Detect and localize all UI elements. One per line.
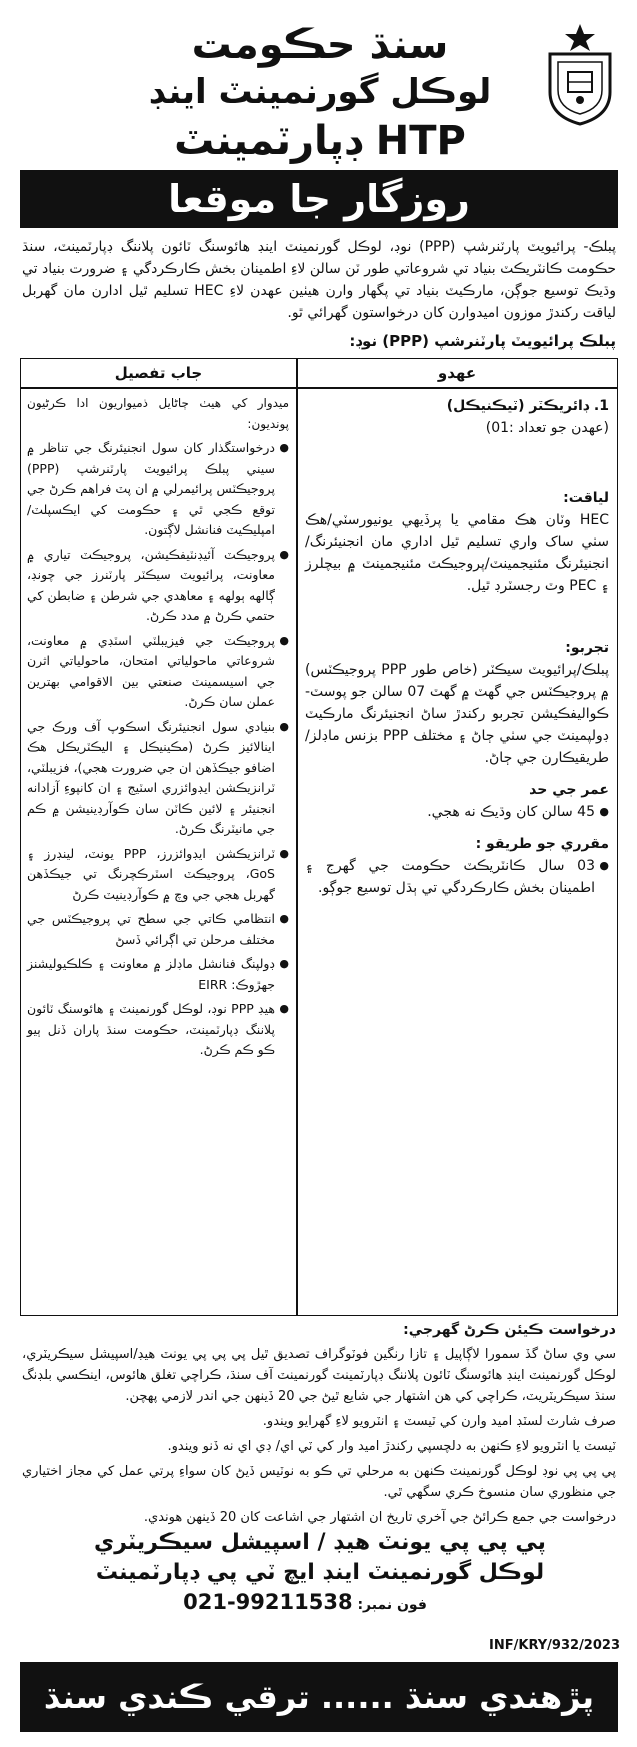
- table-column-divider: [296, 359, 298, 1315]
- experience-text: پبلڪ/پرائيويٽ سيڪٽر (خاص طور PPP پروجيڪٽس) ۾ پروجيڪٽس جي گهٽ ۾ گهٽ 07 سالن جو پوسٽ-ڪواليفڪيشن تجربو رکندڙ ساڻ انجنيئرنگ مارڪيٽ ڊولپمينٽ جي سٺي ڄاڻ ۽ مختلف PPP بزنس ماڊلز/طريقيڪارن جي ڄاڻ.: [305, 662, 609, 766]
- table-header-divider: [21, 387, 617, 389]
- responsibility-item: ● ڊولپنگ فنانشل ماڊلز ۾ معاونت ۽ ڪلڪيوليشنز جهڙوڪ: EIRR: [27, 954, 289, 995]
- qualification-text: HEC وٽان هڪ مقامي يا پرڏيهي يونيورسٽي/هڪ سٺي ساک واري تسليم ٿيل اداري مان انجنيئرنگ/ انجنيئرنگ مئنيجمينٽ/پروجيڪٽ مئنيجمينٽ ۾ بيچلرز ۽ PEC وٽ رجسٽرڊ ٿيل.: [305, 512, 609, 594]
- dept-name-line1: لوڪل گورنمينٽ اينڊ: [148, 72, 492, 112]
- intro-paragraph: پبلڪ- پرائيويٽ پارٽنرشپ (PPP) نوڊ، لوڪل گورنمينٽ اينڊ هائوسنگ ٽائون پلاننگ ڊپارٽمينٽ، سنڌ حڪومت ڪانٽريڪٽ بنياد تي شروعاتي طور ٽن سالن لاءِ اطمينان بخش ڪارڪردگي ۽ ضرورت بنياد تي وڌيڪ توسيع جوڳن، مارڪيٽ بنياد تي پگهار وارن هيٺين عهدن لاءِ HEC تسليم ٿيل ادارن مان گهربل لياقت رکندڙ موزون اميدوارن کان درخواستون گهرائي ٿو.: [22, 239, 616, 321]
- apply-paragraph: درخواست جي جمع ڪرائڻ جي آخري تاريخ ان اشتهار جي اشاعت کان 20 ڏينهن هوندي.: [143, 1510, 616, 1525]
- age-limit-text: ● 45 سالن کان وڌيڪ نه هجي.: [305, 801, 609, 823]
- responsibility-item: ● درخواستگذار کان سول انجنيئرنگ جي تناظر ۾ سيني پبلڪ پرائيويٽ پارٽنرشپ (PPP) پروجيڪٽس پرائيمرلي ۾ ان پٽ فراهم ڪرڻ جي توقع ڪجي ٿي ۽ حڪومت کي ايڪسپلٽ/امپليڪيٽ فنانشل لاڳتون.: [27, 438, 289, 541]
- sindh-government-seal-icon: [540, 20, 620, 130]
- apply-paragraph: ٽيسٽ يا انٽرويو لاءِ ڪنهن به دلچسپي رکندڙ اميد وار کي ٽي اي/ ڊي اي نه ڏنو ويندو.: [167, 1439, 616, 1454]
- phone-label: فون نمبر:: [357, 1597, 427, 1613]
- apply-paragraph: سي وي ساڻ گڏ سمورا لاڳاپيل ۽ تازا رنگين فوٽوگراف تصديق ٿيل پي پي پي يونٽ هيڊ/اسپيشل سيڪريٽري، لوڪل گورنمينٽ اينڊ هائوسنگ ٽائون پلاننگ ڊپارٽمينٽ گورنمينٽ آف سنڌ، ڪراچي تغلق هائوس، اينڪسي بلڊنگ سنڌ سيڪريٽريٽ، ڪراچي کي هن اشتهار جي شايع ٿيڻ جي 20 ڏينهن جي اندر لازمي پهچن.: [22, 1347, 616, 1404]
- header-post: عهدو: [437, 364, 477, 382]
- employment-opportunities-banner: روزگار جا موقعا: [20, 170, 618, 228]
- govt-name: سنڌ حڪومت: [191, 22, 449, 68]
- appointment-method-text: ● 03 سال ڪانٽريڪٽ حڪومت جي گهرج ۽ اطمينان بخش ڪارڪردگي تي ٻڌل توسيع جوڳو.: [305, 855, 609, 899]
- vacancy-table: [20, 358, 618, 1316]
- header-job-details: جاب تفصيل: [114, 364, 203, 382]
- post-column: [305, 395, 609, 899]
- phone-number: 021-99211538: [183, 1590, 353, 1614]
- header: [0, 0, 637, 175]
- qualification-heading: لياقت:: [563, 490, 609, 506]
- reference-number: INF/KRY/932/2023: [489, 1638, 620, 1653]
- job-details-column: [27, 393, 289, 1065]
- responsibility-item: ● بنيادي سول انجنيئرنگ اسڪوپ آف ورڪ جي اينالائيز ڪرڻ (مڪينيڪل ۽ اليڪٽريڪل هڪ اضافو جيڪڏهن ان جي ضرورت هجي)، فزيبلٽي، ٽرانزيڪشن ايڊوائزري اسٽيج ۽ ان کانپوءِ آزادانه انجنيئر ۽ لائين ڪاٽن سان ڪوآرڊينيشن ۾ ڪم جي مانيٽرنگ ڪرڻ.: [27, 717, 289, 840]
- signatory-title: پي پي پي يونٽ هيڊ / اسپيشل سيڪريٽري: [94, 1530, 546, 1555]
- responsibility-item: ● پروجيڪٽ آئيڊنٽيفڪيشن، پروجيڪٽ تياري ۾ معاونت، پرائيويٽ سيڪٽر پارٽنرز جي چونڊ، ڳالهه ٻولهه ۽ معاهدي جي شرطن ۽ ضابطن کي حتمي ڪرڻ ۾ مدد ڪرڻ.: [27, 545, 289, 627]
- post-title: 1. ڊائريڪٽر (ٽيڪنيڪل): [446, 398, 609, 414]
- dept-name-line2: HTP ڊپارٽمينٽ: [174, 118, 466, 164]
- appointment-method-heading: مقرري جو طريقو :: [475, 836, 609, 852]
- responsibility-item: ● انتظامي ڪاتي جي سطح تي پروجيڪٽس جي مختلف مرحلن تي اڳرائي ڏسڻ: [27, 909, 289, 950]
- responsibility-item: ● ٽرانزيڪشن ايڊوائزرز، PPP يونٽ، لينڊرز ۽ GoS، پروجيڪٽ اسٽرڪچرنگ تي جيڪڏهن گهربل هجي جي وچ ۾ ڪوآرڊينيٽ ڪرڻ: [27, 844, 289, 906]
- responsibility-item: ● پروجيڪٽ جي فيزيبلٽي اسٽڊي ۾ معاونت، شروعاتي ماحولياتي امتحان، ماحولياتي اثرن جي اسيسمينٽ صنعتي بين الاقوامي بهترين عملن سان ڪرڻ.: [27, 631, 289, 713]
- signatory-department: لوڪل گورنمينٽ اينڊ ايچ ٽي پي ڊپارٽمينٽ: [95, 1560, 545, 1585]
- age-limit-heading: عمر جي حد: [529, 782, 609, 798]
- phone-line: [140, 1590, 470, 1614]
- experience-heading: تجربو:: [565, 640, 609, 656]
- how-to-apply-heading: درخواست ڪيئن ڪرڻ گهرجي:: [403, 1322, 616, 1338]
- apply-paragraph: صرف شارٽ لسٽڊ اميد وارن کي ٽيسٽ ۽ انٽرويو لاءِ گهرايو ويندو.: [262, 1414, 616, 1429]
- ppp-node-heading: پبلڪ پرائيويٽ پارٽنرشپ (PPP) نوڊ:: [349, 332, 616, 350]
- responsibilities-list: [27, 438, 289, 1061]
- apply-paragraph: پي پي پي نوڊ لوڪل گورنمينٽ ڪنهن به مرحلي تي ڪو به نوٽيس ڏيڻ کان سواءِ پرتي عمل کي مجاز اختياري جي منظوري سان منسوخ ڪري سگهي ٿي.: [22, 1464, 616, 1500]
- slogan-footer: پڙهندي سنڌ ...... ترقي ڪندي سنڌ: [20, 1662, 618, 1732]
- post-count: (عهدن جو تعداد :01): [485, 420, 609, 436]
- how-to-apply-section: [22, 1344, 616, 1532]
- responsibility-item: ● هيڊ PPP نوڊ، لوڪل گورنمينٽ ۽ هائوسنگ ٽائون پلاننگ ڊپارٽمينٽ، حڪومت سنڌ پاران ڏنل ٻيو ڪو ڪم ڪرڻ.: [27, 999, 289, 1061]
- responsibilities-note: ميدوار کي هيٺ ڄاڻايل ذميواريون ادا ڪرڻيون پونديون:: [27, 396, 289, 431]
